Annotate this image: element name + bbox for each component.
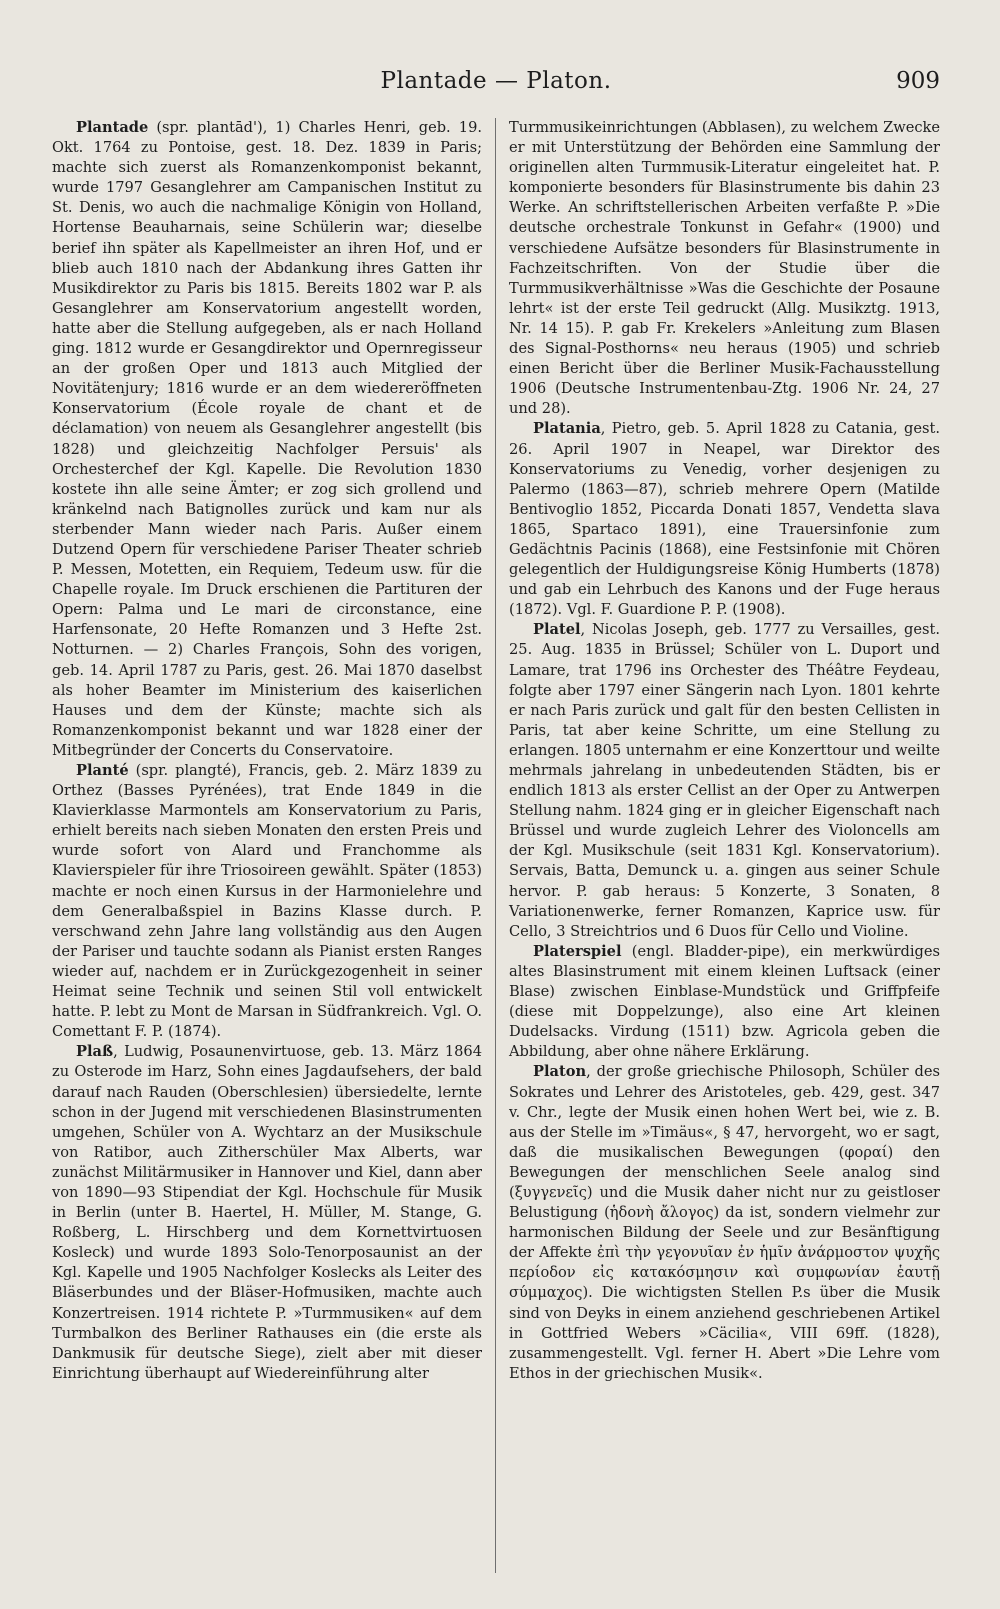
entry-text: (engl. Bladder-pipe), ein merkwürdiges altes Blasinstrument mit einem kleinen Luftsack (einer Blase) zwischen Einblase-Mundstück und Griffpfeife (diese mit Doppelzunge), also eine Art kleinen Dudelsacks. Virdung (1511) bzw. Agricola geben die Abbildung, aber ohne nähere Erklärung. xyxy=(509,942,940,1061)
entry-plante xyxy=(52,761,482,1042)
right-column xyxy=(496,118,940,1573)
headword: Platerspiel xyxy=(533,942,622,960)
entry-text: , Pietro, geb. 5. April 1828 zu Catania, gest. 26. April 1907 in Neapel, war Direktor des Konservatoriums zu Venedig, vorher desjenigen zu Palermo (1863—87), schrieb mehrere Opern (Matilde Bentivoglio 1852, Piccarda Donati 1857, Vendetta slava 1865, Spartaco 1891), eine Trauersinfonie zum Gedächtnis Pacinis (1868), eine Festsinfonie mit Chören gelegentlich der Huldigungsreise König Humberts (1878) und gab ein Lehrbuch des Kanons und der Fuge heraus (1872). Vgl. F. Guardione P. P. (1908). xyxy=(509,420,940,619)
entry-platerspiel xyxy=(509,942,940,1063)
entry-plass-continued xyxy=(509,118,940,419)
headword: Platon xyxy=(533,1063,587,1081)
headword: Planté xyxy=(76,762,129,779)
headword: Platel xyxy=(533,621,581,639)
headword: Plantade xyxy=(76,119,149,136)
headword: Platania xyxy=(533,420,601,438)
entry-text: Turmmusikeinrichtungen (Abblasen), zu welchem Zwecke er mit Unterstützung der Behörden eine Sammlung der originellen alten Turmmusik-Literatur eingeleitet hat. P. komponierte besonders für Blasinstrumente bis dahin 23 Werke. An schriftstellerischen Arbeiten verfaßte P. »Die deutsche orchestrale Tonkunst in Gefahr« (1900) und verschiedene Aufsätze besonders für Blasinstrumente in Fachzeitschriften. Von der Studie über die Turmmusikverhältnisse »Was die Geschichte der Posaune lehrt« ist der erste Teil gedruckt (Allg. Musikztg. 1913, Nr. 14 15). P. gab Fr. Krekelers »Anleitung zum Blasen des Signal-Posthorns« neu heraus (1905) und schrieb einen Bericht über die Berliner Musik-Fachausstellung 1906 (Deutsche Instrumentenbau-Ztg. 1906 Nr. 24, 27 und 28). xyxy=(509,119,940,418)
headword: Plaß xyxy=(76,1043,114,1061)
entry-text: , Nicolas Joseph, geb. 1777 zu Versailles, gest. 25. Aug. 1835 in Brüssel; Schüler von L. Duport und Lamare, trat 1796 ins Orchester des Théâtre Feydeau, folgte aber 1797 einer Sängerin nach Lyon. 1801 kehrte er nach Paris zurück und galt für den besten Cellisten in Paris, tat aber keine Schritte, um eine Stellung zu erlangen. 1805 unternahm er eine Konzerttour und weilte mehrmals jahrelang in unbedeutenden Städten, bis er endlich 1813 als erster Cellist an der Oper zu Antwerpen Stellung nahm. 1824 ging er in gleicher Eigenschaft nach Brüssel und wurde zugleich Lehrer des Violoncells am der Kgl. Musikschule (seit 1831 Kgl. Konservatorium). Servais, Batta, Demunck u. a. gingen aus seiner Schule hervor. P. gab heraus: 5 Konzerte, 3 Sonaten, 8 Variationenwerke, ferner Romanzen, Kaprice usw. für Cello, 3 Streichtrios und 6 Duos für Cello und Violine. xyxy=(509,621,940,940)
entry-plantade xyxy=(52,118,482,761)
left-column xyxy=(52,118,496,1573)
entry-plass xyxy=(52,1042,482,1384)
entry-text: , Ludwig, Posaunenvirtuose, geb. 13. März 1864 zu Osterode im Harz, Sohn eines Jagdaufsehers, der bald darauf nach Rauden (Oberschlesien) übersiedelte, lernte schon in der Jugend mit verschiedenen Blasinstrumenten umgehen, Schüler von A. Wychtarz an der Musikschule von Ratibor, auch Zitherschüler Max Alberts, war zunächst Militärmusiker in Hannover und Kiel, dann aber von 1890—93 Stipendiat der Kgl. Hochschule für Musik in Berlin (unter B. Haertel, H. Müller, M. Stange, G. Roßberg, L. Hirschberg und dem Kornettvirtuosen Kosleck) und wurde 1893 Solo-Tenorposaunist an der Kgl. Kapelle und 1905 Nachfolger Koslecks als Leiter des Bläserbundes und der Bläser-Hofmusiken, machte auch Konzertreisen. 1914 richtete P. »Turmmusiken« auf dem Turmbalkon des Berliner Rathauses ein (die erste als Dankmusik für deutsche Siege), zielt aber mit dieser Einrichtung überhaupt auf Wiedereinführung alter xyxy=(52,1043,482,1382)
page-number: 909 xyxy=(896,68,940,94)
header-title: Plantade — Platon. xyxy=(380,68,612,94)
entry-platon xyxy=(509,1062,940,1384)
entry-text: , der große griechische Philosoph, Schüler des Sokrates und Lehrer des Aristoteles, geb. 429, gest. 347 v. Chr., legte der Musik einen hohen Wert bei, wie z. B. aus der Stelle im »Timäus«, § 47, hervorgeht, wo er sagt, daß die musikalischen Bewegungen (φοραί) den Bewegungen der menschlichen Seele analog sind (ξυγγενεῖς) und die Musik daher nicht nur zu geistloser Belustigung (ἡδονὴ ἄλογος) da ist, sondern vielmehr zur harmonischen Bildung der Seele und zur Besänftigung der Affekte ἐπὶ τὴν γεγονυῖαν ἐν ἡμῖν ἀνάρμοστον ψυχῆς περίοδον εἰς κατακόσμησιν καὶ συμφωνίαν ἑαυτῇ σύμμαχος). Die wichtigsten Stellen P.s über die Musik sind von Deyks in einem anziehend geschriebenen Artikel in Gottfried Webers »Cäcilia«, VIII 69ff. (1828), zusammengestellt. Vgl. ferner H. Abert »Die Lehre vom Ethos in der griechischen Musik«. xyxy=(509,1063,940,1382)
entry-text: (spr. plangté), Francis, geb. 2. März 1839 zu Orthez (Basses Pyrénées), trat Ende 1849 in die Klavierklasse Marmontels am Konservatorium zu Paris, erhielt bereits nach sieben Monaten den ersten Preis und wurde sofort von Alard und Franchomme als Klavierspieler für ihre Triosoireen gewählt. Später (1853) machte er noch einen Kursus in der Harmonielehre und dem Generalbaßspiel in Bazins Klasse durch. P. verschwand zehn Jahre lang vollständig aus den Augen der Pariser und tauchte sodann als Pianist ersten Ranges wieder auf, nachdem er in Zurückgezogenheit in seiner Heimat seine Technik und seinen Stil voll entwickelt hatte. P. lebt zu Mont de Marsan in Südfrankreich. Vgl. O. Comettant F. P. (1874). xyxy=(52,762,482,1041)
entry-platania xyxy=(509,419,940,620)
text-columns xyxy=(52,118,940,1573)
entry-platel xyxy=(509,620,940,942)
running-header xyxy=(52,68,940,108)
entry-text: (spr. plantād'), 1) Charles Henri, geb. 19. Okt. 1764 zu Pontoise, gest. 18. Dez. 1839 in Paris; machte sich zuerst als Romanzenkomponist bekannt, wurde 1797 Gesanglehrer am Campanischen Institut zu St. Denis, wo auch die nachmalige Königin von Holland, Hortense Beauharnais, seine Schülerin war; dieselbe berief ihn später als Kapellmeister an ihren Hof, und er blieb auch 1810 nach der Abdankung ihres Gatten ihr Musikdirektor zu Paris bis 1815. Bereits 1802 war P. als Gesanglehrer am Konservatorium angestellt worden, hatte aber die Stellung aufgegeben, als er nach Holland ging. 1812 wurde er Gesangdirektor und Opernregisseur an der großen Oper und 1813 auch Mitglied der Novitätenjury; 1816 wurde er an dem wiedereröffneten Konservatorium (École royale de chant et de déclamation) von neuem als Gesanglehrer angestellt (bis 1828) und gleichzeitig Nachfolger Persuis' als Orchesterchef der Kgl. Kapelle. Die Revolution 1830 kostete ihn alle seine Ämter; er zog sich grollend und kränkelnd nach Batignolles zurück und kam nur als sterbender Mann wieder nach Paris. Außer einem Dutzend Opern für verschiedene Pariser Theater schrieb P. Messen, Motetten, ein Requiem, Tedeum usw. für die Chapelle royale. Im Druck erschienen die Partituren der Opern: Palma und Le mari de circonstance, eine Harfensonate, 20 Hefte Romanzen und 3 Hefte 2st. Notturnen. — 2) Charles François, Sohn des vorigen, geb. 14. April 1787 zu Paris, gest. 26. Mai 1870 daselbst als hoher Beamter im Ministerium des kaiserlichen Hauses und dem der Künste; machte sich als Romanzenkomponist bekannt und war 1828 einer der Mitbegründer der Concerts du Conservatoire. xyxy=(52,119,482,759)
